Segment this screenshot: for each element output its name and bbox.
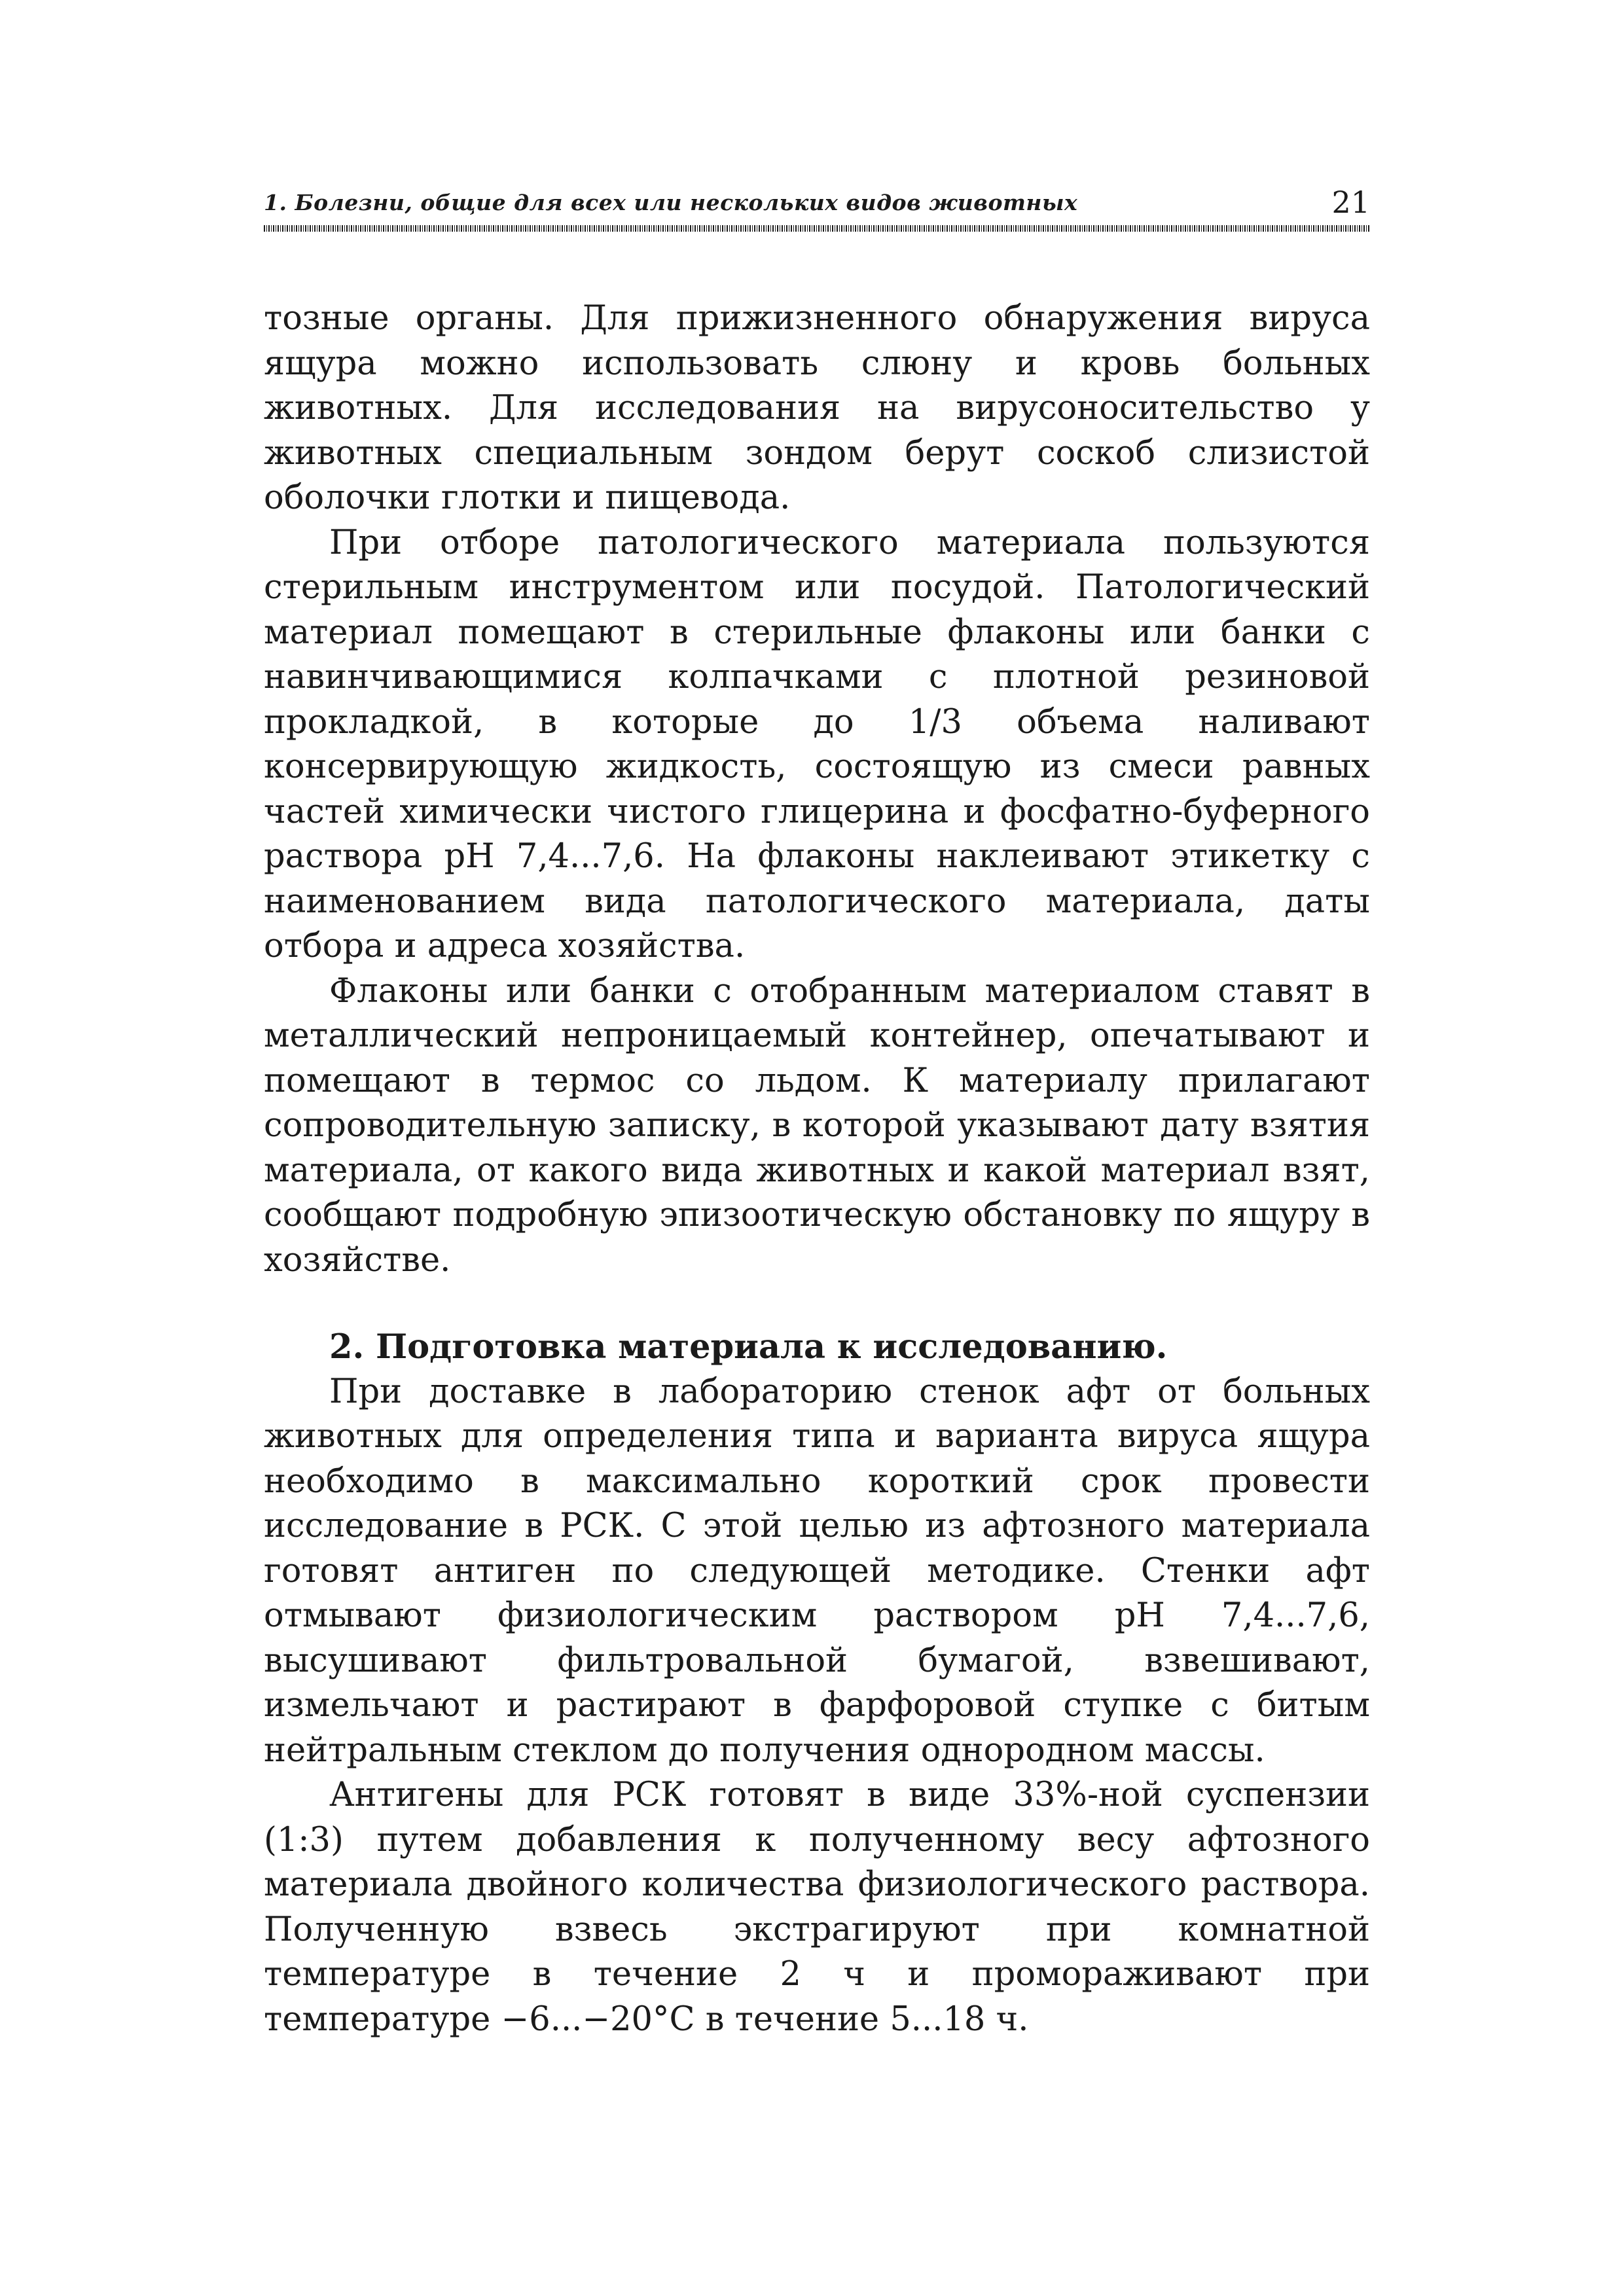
section-heading: 2. Подготовка материала к исследованию.: [329, 1327, 1168, 1367]
running-head: 1. Болезни, общие для всех или нескольких видов животных: [264, 190, 1078, 215]
header-rule: [264, 225, 1370, 232]
paragraph-3: Флаконы или банки с отобранным материалом ставят в металлический непроницаемый контейнер, опечатывают и помещают в термос со льдом. К материалу прилагают сопроводительную записку, в которой указывают дату взятия материала, от какого вида животных и какой материал взят, сообщают подробную эпизоотическую обстановку по ящуру в хозяйстве.: [264, 971, 1370, 1280]
body-text: [264, 296, 1370, 2042]
paragraph-5: Антигены для РСК готовят в виде 33%-ной суспензии (1:3) путем добавления к полученному весу афтозного материала двойного количества физиологического раствора. Полученную взвесь экстрагируют при комнатной температуре в течение 2 ч и промораживают при температуре −6...−20°С в течение 5...18 ч.: [264, 1776, 1370, 2039]
paragraph-4: При доставке в лабораторию стенок афт от больных животных для определения типа и варианта вируса ящура необходимо в максимально короткий срок провести исследование в РСК. С этой целью из афтозного материала готовят антиген по следующей методике. Стенки афт отмывают физиологическим раствором pH 7,4...7,6, высушивают фильтровальной бумагой, взвешивают, измельчают и растирают в фарфоровой ступке с битым нейтральным стеклом до получения однородном массы.: [264, 1372, 1370, 1770]
paragraph-1: тозные органы. Для прижизненного обнаружения вируса ящура можно использовать слюну и кровь больных животных. Для исследования на вирусоносительство у животных специальным зондом берут соскоб слизистой оболочки глотки и пищевода.: [264, 299, 1370, 517]
paragraph-2: При отборе патологического материала пользуются стерильным инструментом или посудой. Патологический материал помещают в стерильные флаконы или банки с навинчивающимися колпачками с плотной резиновой прокладкой, в которые до 1/3 объема наливают консервирующую жидкость, состоящую из смеси равных частей химически чистого глицерина и фосфатно-буферного раствора pH 7,4...7,6. На флаконы наклеивают этикетку с наименованием вида патологического материала, даты отбора и адреса хозяйства.: [264, 523, 1370, 965]
page-header: [264, 185, 1370, 249]
page-number: 21: [1331, 185, 1370, 220]
